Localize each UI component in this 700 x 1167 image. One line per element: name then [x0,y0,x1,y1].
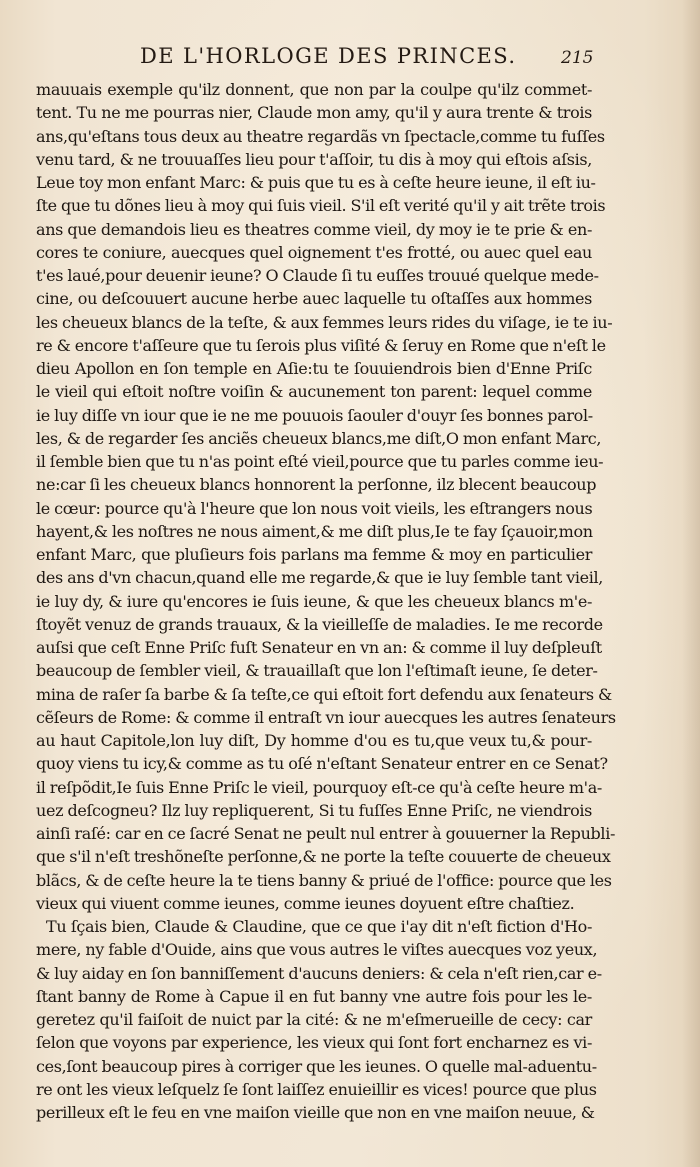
text-line: les, & de regarder ſes anciẽs cheueux blancs,me diſt,O mon enfant Marc, [36,428,602,448]
text-line: beaucoup de ſembler vieil, & trauaillaſt que lon l'eſtimaſt ieune, ſe deter- [36,661,598,681]
text-line: venu tard, & ne trouuaſſes lieu pour t'aſſoir, tu dis à moy qui eſtois aſsis, [36,149,592,169]
text-line: les cheueux blancs de la teſte, & aux femmes leurs rides du viſage, ie te iu- [36,312,613,332]
text-line: ne:car ſi les cheueux blancs honnorent la perſonne, ilz blecent beaucoup [36,475,597,495]
text-line: il reſpõdit,Ie ſuis Enne Priſc le vieil, pourquoy eſt-ce qu'à ceſte heure m'a- [36,777,602,797]
text-line: auſsi que ceſt Enne Priſc fuſt Senateur en vn an: & comme il luy deſpleuſt [36,638,602,657]
text-line: ſelon que voyons par experience, les vieux qui ſont fort encharnez es vi- [36,1033,592,1053]
text-line: cẽſeurs de Rome: & comme il entraſt vn iour auecques les autres ſenateurs [36,707,616,727]
text-line: tent. Tu ne me pourras nier, Claude mon amy, qu'il y aura trente & trois [36,103,592,123]
text-line: que s'il n'eſt treshõneſte perſonne,& ne porte la teſte couuerte de cheueux [36,847,611,867]
page-number: 215 [561,48,594,68]
text-line: au haut Capitole,lon luy diſt, Dy homme d'ou es tu,que veux tu,& pour- [36,731,592,750]
text-line: mina de raſer ſa barbe & ſa teſte,ce qui eſtoit fort defendu aux ſenateurs & [36,684,612,704]
text-line: perilleux eſt le feu en vne maiſon vieille que non en vne maiſon neuue, & [36,1103,595,1122]
text-line: dieu Apollon en ſon temple en Aſie:tu te ſouuiendrois bien d'Enne Priſc [36,359,592,378]
text-line: ces,ſont beaucoup pires à corriger que les ieunes. O quelle mal-aduentu- [36,1056,597,1076]
text-line: le cœur: pource qu'à l'heure que lon nous voit vieils, les eſtrangers nous [36,498,593,518]
text-line: vieux qui viuent comme ieunes, comme ieunes doyuent eſtre chaſtiez. [36,893,575,913]
text-line: geretez qu'il faiſoit de nuict par la cité: & ne m'eſmerueille de cecy: car [36,1010,592,1029]
text-line: uez deſcogneu? Ilz luy repliquerent, Si tu fuſſes Enne Priſc, ne viendrois [36,800,592,820]
text-line: ſte que tu dõnes lieu à moy qui ſuis vieil. S'il eſt verité qu'il y ait trẽte trois [36,196,606,216]
text-line: des ans d'vn chacun,quand elle me regarde,& que ie luy ſemble tant vieil, [36,568,604,588]
paragraph-start-line: Tu ſçais bien, Claude & Claudine, que ce que i'ay dit n'eſt fiction d'Ho- [46,917,592,936]
text-line: ans que demandois lieu es theatres comme vieil, dy moy ie te prie & en- [36,219,592,239]
text-line: cores te coniure, auecques quel oignement t'es frotté, ou auec quel eau [36,242,592,262]
page-edge-shadow [682,0,700,1167]
text-line: ſtoyẽt venuz de grands trauaux, & la vieilleſſe de maladies. Ie me recorde [36,614,603,634]
text-line: Leue toy mon enfant Marc: & puis que tu es à ceſte heure ieune, il eſt iu- [36,173,596,192]
text-line: cine, ou deſcouuert aucune herbe auec laquelle tu oſtaſſes aux hommes [36,289,592,309]
text-line: & luy aiday en ſon banniſſement d'aucuns deniers: & cela n'eſt rien,car e- [36,963,602,983]
text-line: mere, ny fable d'Ouide, ains que vous autres le viſtes auecques voz yeux, [36,940,598,960]
text-line: re & encore t'aſſeure que tu ſerois plus viſité & ſeruy en Rome que n'eſt le [36,335,606,355]
text-line: ainſi raſé: car en ce ſacré Senat ne peult nul entrer à gouuerner la Republi- [36,824,616,843]
text-line: re ont les vieux leſquelz ſe ſont laiſſez enuieillir es vices! pource que plus [36,1079,597,1099]
body-text [36,78,616,1124]
text-line: le vieil qui eſtoit noſtre voiſin & aucunement ton parent: lequel comme [36,382,592,402]
text-line: enfant Marc, que pluſieurs fois parlans ma femme & moy en particulier [36,545,592,564]
running-title: DE L'HORLOGE DES PRINCES. [140,44,517,68]
text-line: quoy viens tu icy,& comme as tu oſé n'eſtant Senateur entrer en ce Senat? [36,754,608,774]
text-line: t'es laué,pour deuenir ieune? O Claude ſi tu euſſes trouué quelque mede- [36,266,599,285]
text-line: blãcs, & de ceſte heure la te tiens banny & priué de l'office: pource que les [36,870,612,890]
text-line: ie luy diſſe vn iour que ie ne me pouuois ſaouler d'ouyr ſes bonnes parol- [36,405,593,425]
text-line: ans,qu'eſtans tous deux au theatre regardãs vn ſpectacle,comme tu fuſſes [36,126,605,146]
text-line: ſtant banny de Rome à Capue il en fut banny vne autre fois pour les le- [36,986,592,1006]
text-line: il ſemble bien que tu n'as point eſté vieil,pource que tu parles comme ieu- [36,452,604,471]
text-line: ie luy dy, & iure qu'encores ie ſuis ieune, & que les cheueux blancs m'e- [36,591,592,611]
text-line: hayent,& les noſtres ne nous aiment,& me diſt plus,Ie te fay ſçauoir,mon [36,521,593,541]
text-line: mauuais exemple qu'ilz donnent, que non par la coulpe qu'ilz commet- [36,80,592,99]
